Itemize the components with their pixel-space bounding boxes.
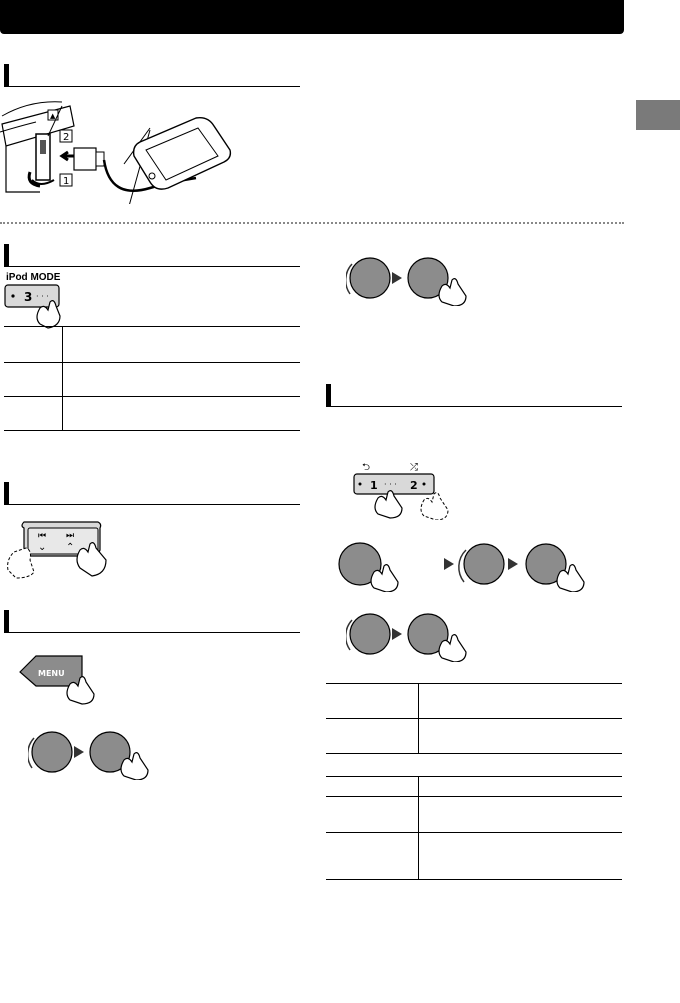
settings-table-top-rule <box>326 683 622 684</box>
section-header-mode <box>4 244 300 267</box>
skip-forward-icon: ⏭ <box>66 531 75 541</box>
step-one-label: 1 <box>63 176 70 187</box>
knob-turn-press-sequence <box>442 540 592 592</box>
knob-turn-press-right-top <box>346 252 470 306</box>
svg-text:▲: ▲ <box>50 112 56 120</box>
repeat-shuffle-buttons[interactable] <box>352 460 452 520</box>
right-arrow-icon <box>392 628 402 640</box>
menu-button[interactable] <box>16 654 100 706</box>
connection-illustration <box>0 96 240 204</box>
knob-press-single <box>336 540 410 592</box>
mode-table-bottom-rule <box>4 430 300 431</box>
right-arrow-icon <box>508 558 518 570</box>
section-header-select <box>4 482 300 505</box>
shuffle-key: 2 <box>410 479 418 492</box>
settings-table-row-rule <box>326 718 622 719</box>
settings-table-column-rule <box>418 776 419 879</box>
knob-turn-press-left <box>28 728 152 780</box>
menu-label: MENU <box>38 669 65 678</box>
ipod-mode-button[interactable] <box>4 284 64 330</box>
chevron-down-icon: ⌄ <box>38 542 47 553</box>
ipod-mode-key: 3 <box>24 290 33 304</box>
ipod-mode-label: iPod MODE <box>6 272 61 283</box>
right-arrow-icon <box>444 558 454 570</box>
mode-table-top-rule <box>4 326 300 327</box>
knob-turn-press-right-bottom <box>346 608 470 662</box>
right-arrow-icon <box>392 272 402 284</box>
settings-table-row-rule <box>326 776 622 777</box>
chevron-up-icon: ⌃ <box>66 542 75 553</box>
skip-buttons-illustration <box>4 520 114 580</box>
section-divider <box>0 222 624 224</box>
skip-back-icon: ⏮ <box>38 531 47 541</box>
mode-table-row-rule <box>4 362 300 363</box>
settings-table-row-rule <box>326 753 622 754</box>
shuffle-icon: ⤮ <box>410 462 418 473</box>
right-arrow-icon <box>74 746 84 758</box>
settings-table-column-rule <box>418 683 419 753</box>
section-header-connect <box>4 64 300 87</box>
step-two-label: 2 <box>63 132 70 143</box>
section-header-repeat-shuffle <box>326 384 622 407</box>
section-header-menu <box>4 610 300 633</box>
repeat-icon: ⮌ <box>362 462 371 473</box>
language-tab <box>636 100 680 130</box>
repeat-shuffle-dots: · · · <box>384 480 397 489</box>
mode-table-row-rule <box>4 396 300 397</box>
mode-table-column-rule <box>62 326 63 430</box>
settings-table-row-rule <box>326 796 622 797</box>
ipod-mode-dots: · · · <box>36 292 49 301</box>
repeat-key: 1 <box>370 479 378 492</box>
settings-table-row-rule <box>326 832 622 833</box>
header-bar <box>0 0 624 34</box>
settings-table-bottom-rule <box>326 879 622 880</box>
